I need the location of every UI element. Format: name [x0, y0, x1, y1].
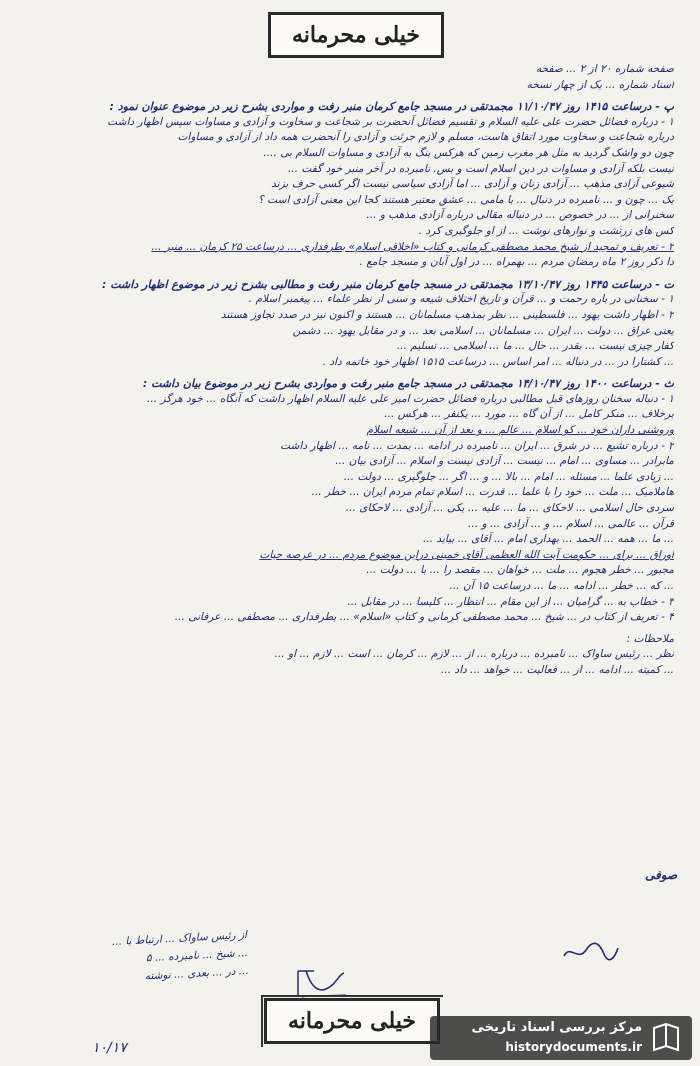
classification-stamp-bottom: خیلی محرمانه: [264, 998, 440, 1044]
text-line: نیست بلکه آزادی و مساوات در دین اسلام است و بس. نامبرده در آخر منبر خود گفت ...: [287, 162, 674, 175]
text-line: درباره شجاعت و سخاوت مورد اتفاق هاست، مسلم و لازم جرئت و آزادی را آنحضرت همه داد از آزادی و مساوات: [177, 131, 674, 144]
text-line: مابرادر ... مساوی ... امام ... نیست ... آزادی نیست و اسلام ... آزادی بیان ...: [335, 455, 674, 468]
text-line: ... کمیته ... ادامه ... از ... فعالیت ... خواهد ... داد ...: [440, 663, 674, 676]
text-line: یعنی عراق ... دولت ... ایران ... مسلمانان ... اسلامی بعد ... و در مقابل یهود ... دشمن: [292, 324, 674, 337]
text-line: ۱ - سخنانی در باره رحمت و ... قرآن و تاریخ اختلاف شیعه و سنی از نظر علماء ... پیغمبر اسلام .: [248, 293, 674, 306]
text-line: کس های زرتشت و نوارهای نوشت ... از او جلوگیری کرد .: [418, 224, 674, 237]
text-line: ۲ - درباره تشیع ... در شرق ... ایران ... نامبرده در ادامه ... بمدت ... نامه ... اظهار داشت: [280, 439, 674, 452]
classification-stamp-top: خیلی محرمانه: [268, 12, 444, 58]
margin-handwritten-note: [17, 926, 250, 992]
text-line: سردی حال اسلامی ... لاحکای ... ما ... علیه ... یکی ... آزادی ... لاحکای ...: [345, 502, 674, 515]
text-line: اسناد شماره ... یک از چهار نسخه: [526, 78, 674, 91]
text-line: چون دو واشک گردید به مثل هر مغرب زمین که هرکس بنگ به آزادی و مساوات السلام بی ....: [263, 146, 674, 159]
margin-note-line: از رئیس ساواک ... ارتباط با ...: [111, 929, 248, 949]
text-line: هاملامیک ... ملت ... خود را با علما ... قدرت ... اسلام تمام مردم ایران ... خطر ...: [311, 486, 674, 499]
signature: [560, 940, 620, 964]
handwritten-report-body: [28, 62, 674, 679]
archive-book-icon: [648, 1020, 684, 1056]
margin-note-line: ... در ... بعدی ... نوشته: [144, 964, 250, 983]
text-line: شیوعی آزادی مذهب ... آزادی زنان و آزادی ... اما آزادی سیاسی نیست اگر کسی حرف بزند: [271, 178, 674, 191]
text-line: ۴ - تعریف از کتاب در ... شیخ ... محمد مصطفی کرمانی و کتاب «اسلام» ... بطرفداری ... مصطفی ... عرفانی ...: [174, 611, 674, 624]
text-line: ۲ - تعریف و تمجید از شیخ محمد مصطفی کرمانی و کتاب «اخلاقی اسلام» بطرفداری ... درساعت ۲۵ کرمان ... منبر ...: [151, 240, 674, 253]
text-line: مجبور ... خطر هجوم ... ملت ... خواهان ... مقصد را ... با ... دولت ...: [366, 564, 674, 577]
text-line: ۱ - دنباله سخنان روزهای قبل مطالبی درباره فضائل حضرت امیر علی علیه السلام اظهار داشت که آنگاه ... خود هرگز ...: [147, 392, 674, 405]
text-line: قرآن ... عالمی ... اسلام ... و ... آزادی ... و ...: [468, 517, 674, 530]
text-line: اوراق ... برای ... حکومت آیت الله العظمی آقای خمینی دراین موضوع مردم ... در عرصه حیات: [259, 548, 674, 561]
text-line: ... کشتارا در ... در دنباله ... امر اساس ... درساعت ۱۵۱۵ اظهار خود خاتمه داد .: [322, 355, 674, 368]
text-line: ... ما ... همه ... الحمد ... بهداری امام ... آقای ... بیاید ...: [422, 533, 674, 546]
text-line: دا دکر روز ۲ ماه رمضان مردم ... بهمراه ... در اول آبان و مسجد جامع .: [359, 256, 674, 269]
margin-note-line: ... شیخ ... نامبرده ... ۵: [145, 946, 249, 965]
text-line: ۳ - خطاب به ... گرامیان ... از این مقام ... انتظار ... کلیسا ... در مقابل ...: [347, 595, 674, 608]
text-line: برخلاف ... منکر کامل ... از آن گاه ... مورد ... یکنفر ... هرکس ...: [384, 408, 674, 421]
watermark-name: مرکز بررسی اسناد تاریخی: [471, 1020, 642, 1035]
text-line: ملاحظات :: [626, 632, 674, 645]
text-line: نظر ... رئیس ساواک ... نامبرده ... درباره ... از ... لازم ... کرمان ... است ... لازم ... او ...: [274, 648, 674, 661]
text-line: صفحه شماره ۲۰ از ۲ ... صفحه: [535, 63, 674, 75]
side-signature-text: صوفی: [645, 868, 678, 882]
text-line: ... زیادی علما ... مسئله ... امام ... بالا ... و ... اگر ... جلوگیری ... دولت ...: [343, 470, 674, 483]
text-line: ۲ - اظهار داشت یهود ... فلسطینی ... نظر بمذهب مسلمانان ... هستند و اکنون نیز در صدد تجاوز هستند: [220, 308, 674, 321]
watermark-site: historydocuments.ir: [505, 1040, 642, 1054]
text-line: سخنرانی از ... در خصوص ... در دنباله مقالی درباره آزادی مذهب و ...: [366, 209, 674, 222]
text-line: ... که ... خطر ... ادامه ... ما ... درساعت ۱۵ آن ...: [449, 580, 674, 592]
text-line: ۱ - درباره فضائل حضرت علی علیه السلام و تقسیم فضائل آنحضرت بر شجاعت و سخاوت و آزادی و مساوات سپس اظهار داشت: [107, 115, 674, 128]
text-line: وروشنی داران خود ... کو اسلام ... عالم ... و بعد از آن ... شیعه اسلام: [366, 424, 674, 437]
text-line: کفار چیزی نیست ... بقدر ... حال ... ما ... اسلامی ... تسلیم ...: [396, 340, 674, 353]
text-line: پ - درساعت ۱۴۱۵ روز ۱۱/۱۰/۴۷ مجمدتقی در مسجد جامع کرمان منبر رفت و مواردی بشرح زیر در موضوع عنوان نمود :: [109, 100, 674, 114]
date-mark: ۱۰/۱۷: [92, 1040, 127, 1056]
text-line: ت - درساعت ۱۴۴۵ روز ۱۳/۱۰/۴۷ مجمدتقی در مسجد جامع کرمان منبر رفت و مطالبی بشرح زیر در موضوع اظهار داشت :: [102, 277, 674, 291]
text-line: یک ... چون و ... نامبرده در دنبال ... با مامی ... عشق معتبر هستند کجا این معنی آزادی است ؟: [258, 193, 674, 206]
text-line: ث - درساعت ۱۴۰۰ روز ۱۴/۱۰/۴۷ مجمدتقی در مسجد جامع منبر رفت و مواردی بشرح زیر در موضوع بیان داشت :: [142, 377, 674, 391]
archive-watermark: [430, 1016, 692, 1060]
